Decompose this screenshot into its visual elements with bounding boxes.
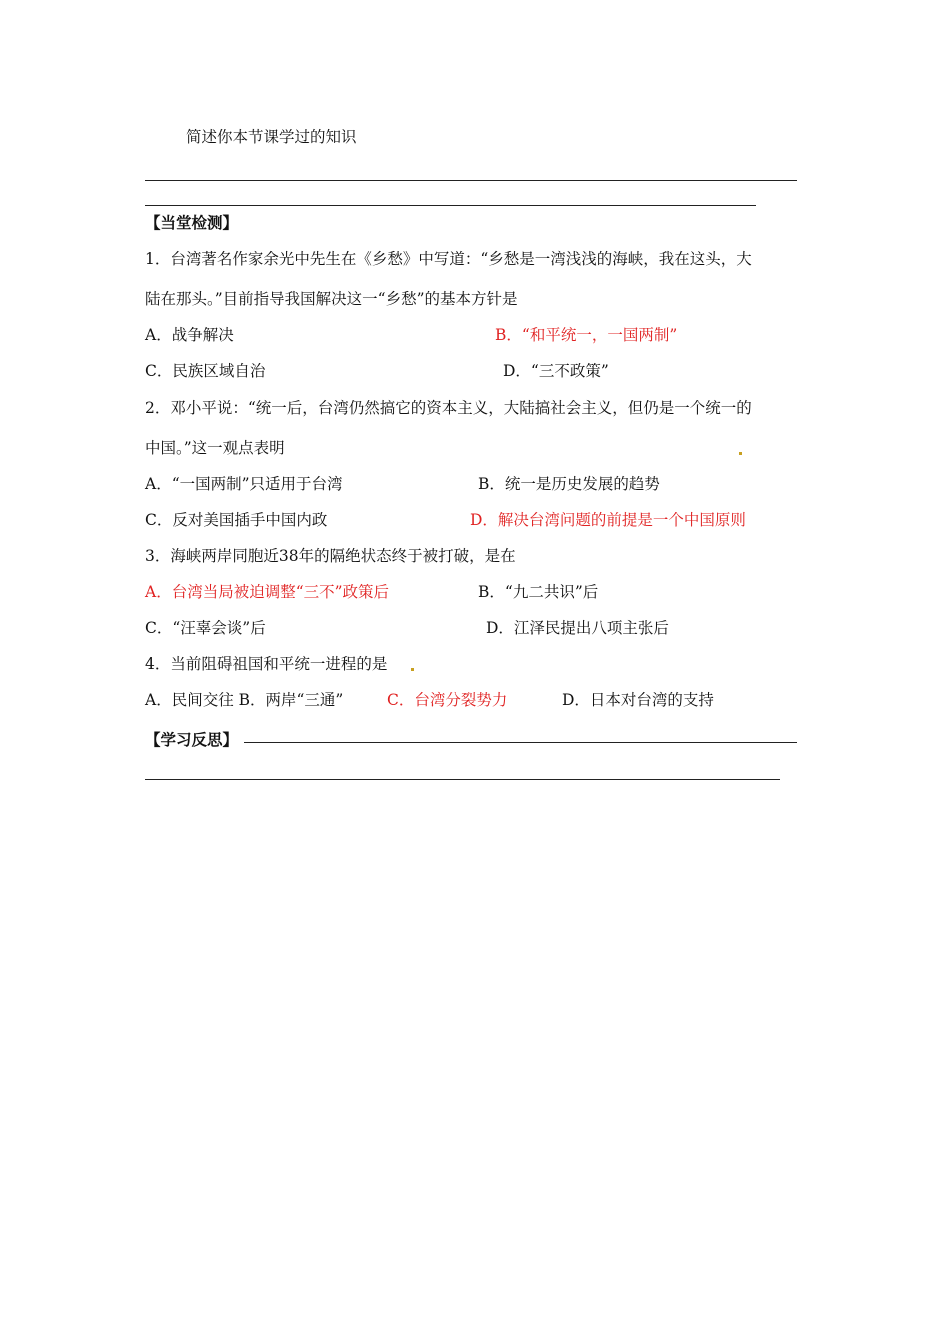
summary-prompt: 简述你本节课学过的知识 — [186, 128, 357, 146]
q3-stem: 3．海峡两岸同胞近38年的隔绝状态终于被打破，是在 — [145, 547, 516, 565]
q2-stem-line-2: 中国。”这一观点表明 — [145, 439, 285, 457]
reflection-answer-line-2[interactable] — [145, 779, 780, 780]
summary-answer-line-1[interactable] — [145, 180, 797, 181]
q3-option-a-answer: A．台湾当局被迫调整“三不”政策后 — [145, 583, 390, 601]
q4-option-c-answer: C．台湾分裂势力 — [387, 691, 508, 709]
q1-option-a: A．战争解决 — [145, 326, 234, 344]
q1-option-b-answer: B．“和平统一，一国两制” — [495, 326, 678, 344]
q2-option-d-answer: D．解决台湾问题的前提是一个中国原则 — [470, 511, 746, 529]
q1-option-d: D．“三不政策” — [503, 362, 609, 380]
q4-stem: 4．当前阻碍祖国和平统一进程的是 — [145, 655, 388, 673]
q2-option-c: C．反对美国插手中国内政 — [145, 511, 328, 529]
q1-option-c: C．民族区域自治 — [145, 362, 266, 380]
q3-option-b: B．“九二共识”后 — [478, 583, 599, 601]
q3-option-c: C．“汪辜会谈”后 — [145, 619, 266, 637]
q1-stem-line-2: 陆在那头。”目前指导我国解决这一“乡愁”的基本方针是 — [145, 290, 518, 308]
decorative-dot — [739, 452, 742, 455]
check-heading: 【当堂检测】 — [145, 213, 239, 232]
reflection-heading: 【学习反思】 — [145, 730, 239, 749]
reflection-answer-line-1[interactable] — [244, 742, 797, 743]
q1-stem-line-1: 1．台湾著名作家余光中先生在《乡愁》中写道：“乡愁是一湾浅浅的海峡，我在这头，大 — [145, 250, 752, 268]
decorative-dot — [411, 668, 414, 671]
q2-option-a: A．“一国两制”只适用于台湾 — [145, 475, 343, 493]
q3-option-d: D．江泽民提出八项主张后 — [486, 619, 669, 637]
q4-option-ab: A．民间交往 B．两岸“三通” — [145, 691, 344, 709]
summary-answer-line-2[interactable] — [145, 205, 756, 206]
q2-stem-line-1: 2．邓小平说：“统一后，台湾仍然搞它的资本主义，大陆搞社会主义，但仍是一个统一的 — [145, 399, 752, 417]
q2-option-b: B．统一是历史发展的趋势 — [478, 475, 660, 493]
q4-option-d: D．日本对台湾的支持 — [562, 691, 714, 709]
